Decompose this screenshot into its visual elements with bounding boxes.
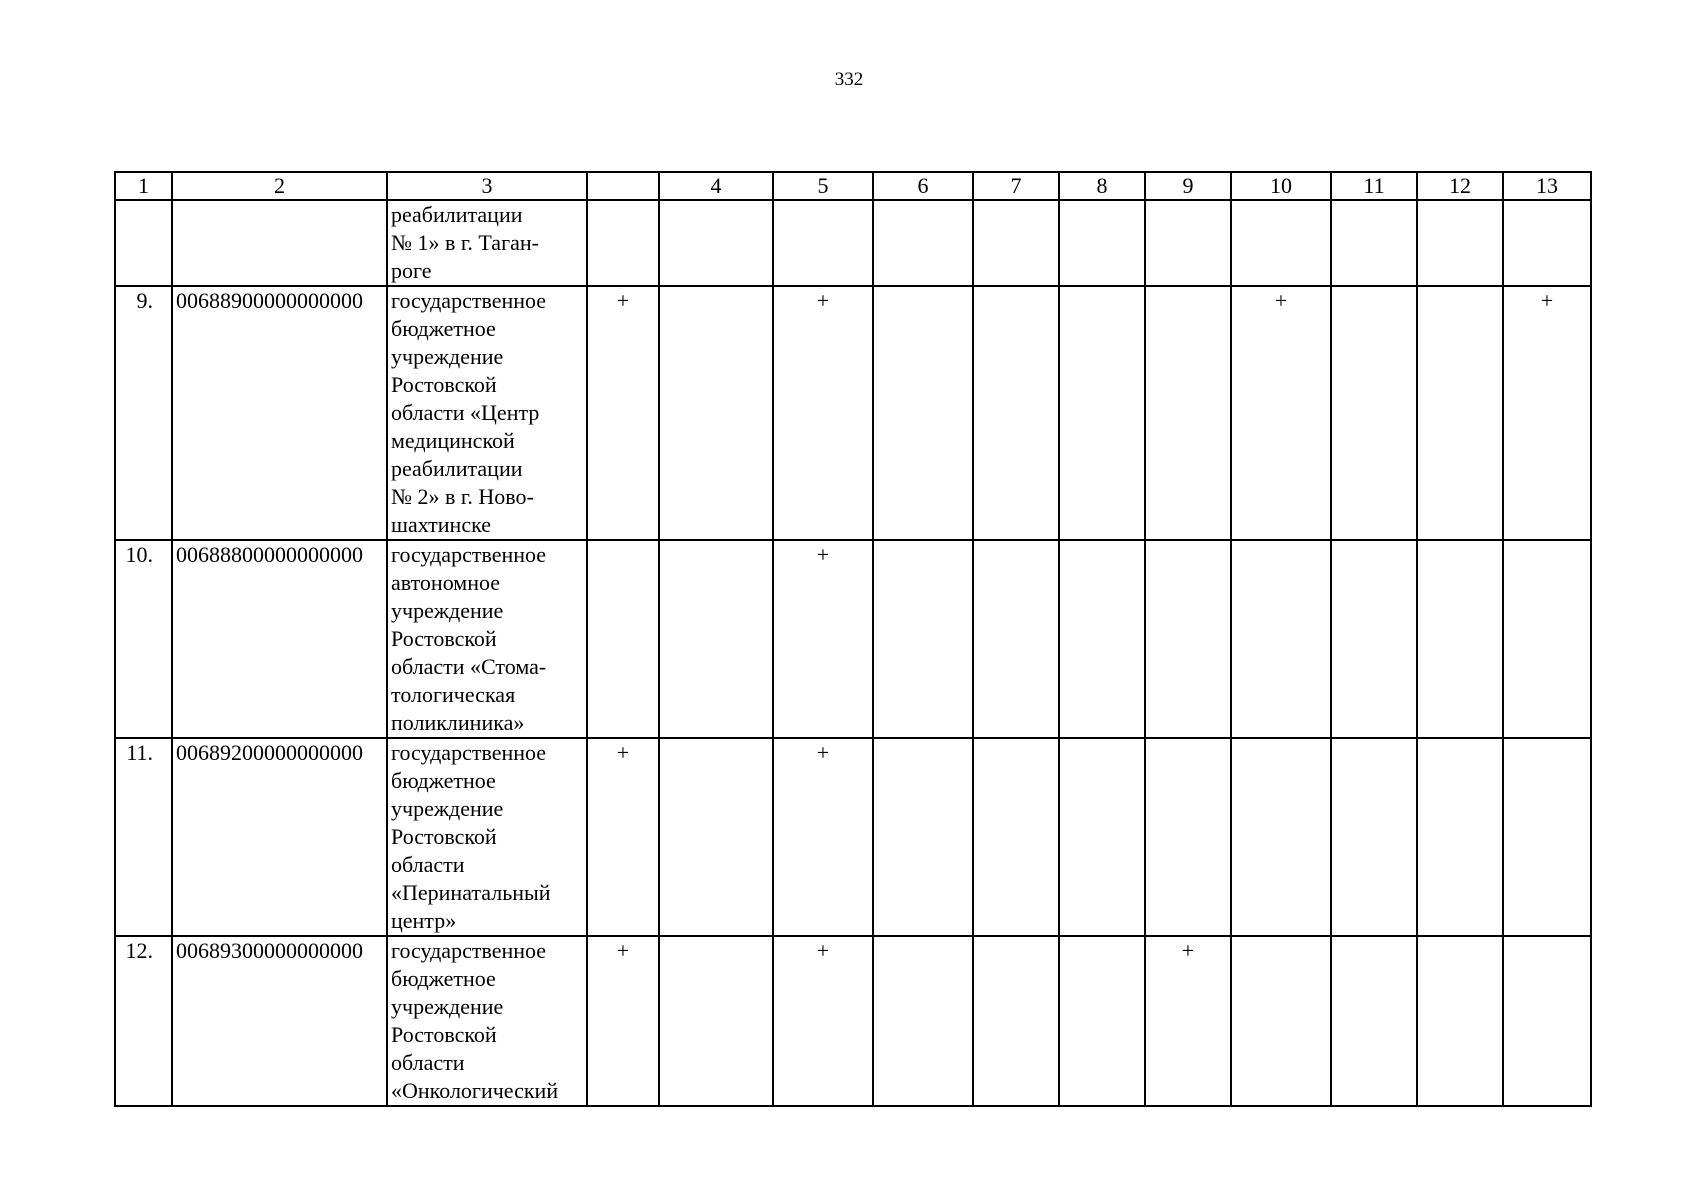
mark-cell [1231, 936, 1331, 1106]
row-number: 11. [115, 738, 172, 936]
mark-cell [587, 200, 659, 286]
mark-cell [1231, 540, 1331, 738]
column-header: 2 [172, 172, 387, 200]
mark-cell [659, 286, 773, 540]
table-row [115, 200, 1591, 286]
mark-cell [773, 200, 873, 286]
mark-cell [1503, 936, 1591, 1106]
mark-cell [973, 540, 1059, 738]
mark-cell [1417, 738, 1503, 936]
row-name: государственное бюджетное учреждение Ростовской области «Перинатальный центр» [387, 738, 587, 936]
mark-cell [973, 936, 1059, 1106]
header-row [115, 172, 1591, 200]
column-header: 8 [1059, 172, 1145, 200]
document-table [114, 171, 1592, 1107]
table-row [115, 738, 1591, 936]
mark-cell [1503, 540, 1591, 738]
column-header: 6 [873, 172, 973, 200]
mark-cell [1417, 936, 1503, 1106]
column-header: 11 [1331, 172, 1417, 200]
mark-cell: + [1503, 286, 1591, 540]
mark-cell [1331, 286, 1417, 540]
mark-cell: + [587, 936, 659, 1106]
mark-cell [1059, 738, 1145, 936]
mark-cell [873, 738, 973, 936]
mark-cell [1331, 738, 1417, 936]
row-number: 9. [115, 286, 172, 540]
mark-cell: + [773, 936, 873, 1106]
column-header [587, 172, 659, 200]
mark-cell [1231, 738, 1331, 936]
mark-cell [873, 200, 973, 286]
mark-cell [1331, 540, 1417, 738]
column-header: 7 [973, 172, 1059, 200]
row-code: 00689300000000000 [172, 936, 387, 1106]
column-header: 9 [1145, 172, 1231, 200]
mark-cell [1145, 286, 1231, 540]
mark-cell [1331, 936, 1417, 1106]
mark-cell [1059, 286, 1145, 540]
row-code: 00688800000000000 [172, 540, 387, 738]
mark-cell: + [773, 540, 873, 738]
mark-cell [1059, 200, 1145, 286]
mark-cell [1503, 738, 1591, 936]
mark-cell [1059, 936, 1145, 1106]
table-row [115, 286, 1591, 540]
mark-cell [1231, 200, 1331, 286]
mark-cell [1145, 540, 1231, 738]
mark-cell [1417, 286, 1503, 540]
mark-cell [873, 540, 973, 738]
mark-cell [659, 936, 773, 1106]
row-number: 10. [115, 540, 172, 738]
column-header: 3 [387, 172, 587, 200]
mark-cell [1417, 540, 1503, 738]
mark-cell [1417, 200, 1503, 286]
row-code: 00688900000000000 [172, 286, 387, 540]
mark-cell: + [587, 286, 659, 540]
row-code: 00689200000000000 [172, 738, 387, 936]
mark-cell: + [1145, 936, 1231, 1106]
column-header: 13 [1503, 172, 1591, 200]
column-header: 10 [1231, 172, 1331, 200]
row-name: государственное бюджетное учреждение Ростовской области «Онкологический [387, 936, 587, 1106]
mark-cell [973, 200, 1059, 286]
page-number: 332 [834, 69, 864, 90]
mark-cell [1331, 200, 1417, 286]
column-header: 1 [115, 172, 172, 200]
row-name: реабилитации № 1» в г. Таган- роге [387, 200, 587, 286]
mark-cell [659, 200, 773, 286]
mark-cell [973, 738, 1059, 936]
table-row [115, 936, 1591, 1106]
mark-cell [1145, 738, 1231, 936]
row-code [172, 200, 387, 286]
mark-cell [659, 540, 773, 738]
mark-cell: + [587, 738, 659, 936]
mark-cell: + [773, 286, 873, 540]
mark-cell [973, 286, 1059, 540]
mark-cell [873, 936, 973, 1106]
mark-cell: + [773, 738, 873, 936]
table-row [115, 540, 1591, 738]
mark-cell: + [1231, 286, 1331, 540]
row-name: государственное автономное учреждение Ростовской области «Стома- тологическая поликлиника» [387, 540, 587, 738]
row-number: 12. [115, 936, 172, 1106]
row-name: государственное бюджетное учреждение Ростовской области «Центр медицинской реабилитации № 2» в г. Ново- шахтинске [387, 286, 587, 540]
mark-cell [1503, 200, 1591, 286]
column-header: 5 [773, 172, 873, 200]
mark-cell [1059, 540, 1145, 738]
mark-cell [873, 286, 973, 540]
column-header: 4 [659, 172, 773, 200]
row-number [115, 200, 172, 286]
mark-cell [659, 738, 773, 936]
column-header: 12 [1417, 172, 1503, 200]
mark-cell [587, 540, 659, 738]
mark-cell [1145, 200, 1231, 286]
